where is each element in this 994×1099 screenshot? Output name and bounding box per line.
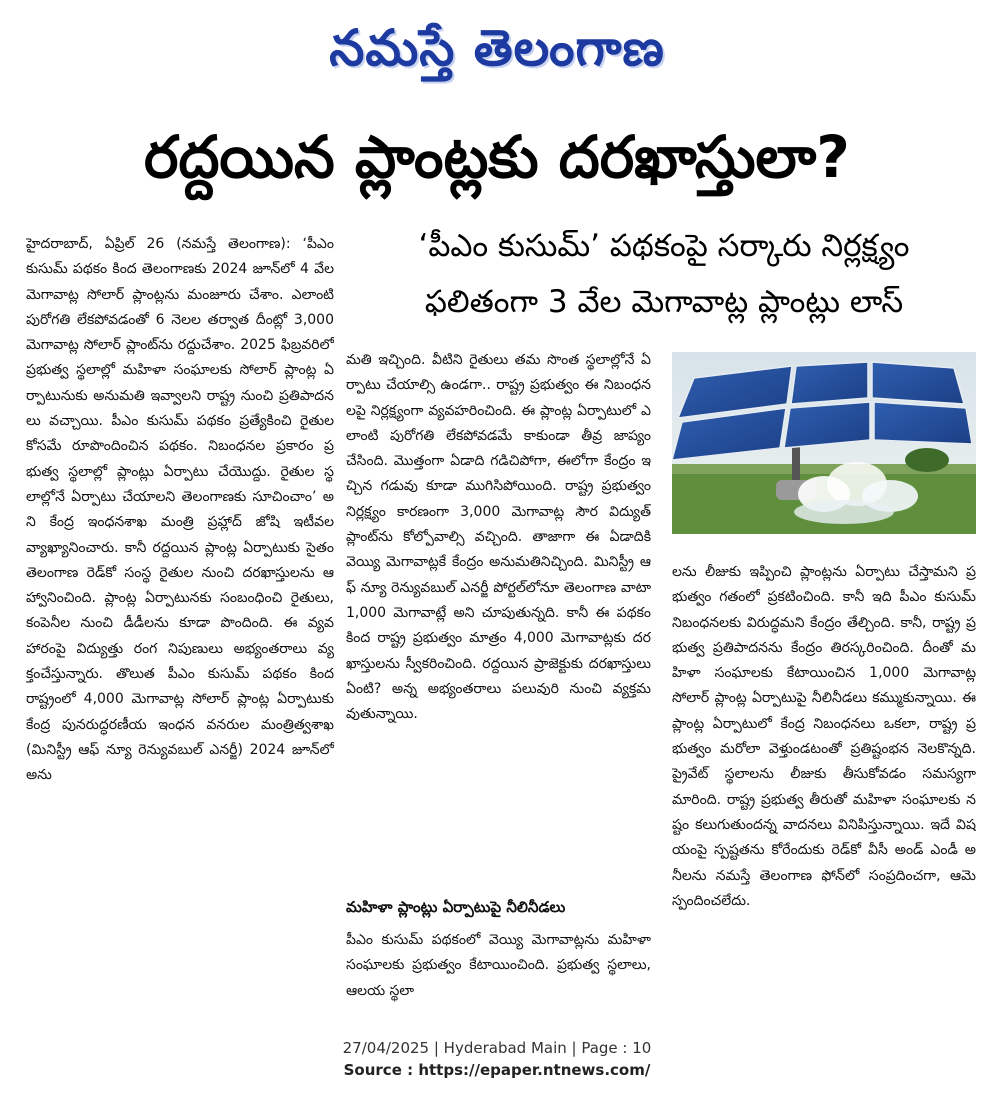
article-column-1: హైదరాబాద్, ఏప్రిల్ 26 (నమస్తే తెలంగాణ): ‘పీఎం కుసుమ్ పథకం కింద తెలంగాణకు 2024 జూన్‌లో 4 వేల మెగావాట్ల సోలార్ ప్లాంట్లను మంజూరు చేశాం. ఎలాంటి పురోగతి లేకపోవడంతో 6 నెలల తర్వాత దీంట్లో 3,000 మెగావాట్ల సోలార్ ప్లాంట్‌ను రద్దుచేశాం. 2025 ఫిబ్రవరిలో ప్రభుత్వ స్థలాల్లో మహిళా సంఘాలకు సోలార్ ప్లాంట్ల ఏర్పాటునుకు అనుమతి ఇవ్వాలని రాష్ట్ర నుంచి ప్రతిపాదనలు వచ్చాయి. పీఎం కుసుమ్ పథకం ప్రత్యేకించి రైతుల కోసమే రూపొందించిన పథకం. నిబంధనల ప్రకారం ప్రభుత్వ స్థలాల్లో ప్లాంట్లు ఏర్పాటు చేయొద్దు. రైతుల స్థలాల్లోనే ఏర్పాటు చేయాలని తెలంగాణకు సూచించాం’ అని కేంద్ర ఇంధనశాఖ మంత్రి ప్రహ్లాద్ జోషి ఇటీవల వ్యాఖ్యానించారు. కానీ రద్దయిన ప్లాంట్ల ఏర్పాటుకు సైతం తెలంగాణ రెడ్‌కో సంస్థ రైతుల నుంచి దరఖాస్తులను ఆహ్వానించింది. ప్లాంట్ల ఏర్పాటునకు సంబంధించి రైతులు, కంపెనీల నుంచి డీడీలను కూడా పొందింది. ఈ వ్యవహారంపై విద్యుత్తు రంగ నిపుణులు అభ్యంతరాలు వ్యక్తంచేస్తున్నారు. తొలుత పీఎం కుసుమ్ పథకం కింద రాష్ట్రంలో 4,000 మెగావాట్ల సోలార్ ప్లాంట్ల ఏర్పాటుకు కేంద్ర పునరుద్ధరణీయ ఇంధన వనరుల మంత్రిత్వశాఖ (మినిస్ట్రీ ఆఫ్ న్యూ రెన్యువబుల్ ఎనర్జీ) 2024 జూన్‌లో అను (26, 236, 334, 784)
article-headline: రద్దయిన ప్లాంట్లకు దరఖాస్తులా? (144, 123, 850, 191)
section-subheading: మహిళా ప్లాంట్లు ఏర్పాటుపై నీలినీడలు (346, 898, 566, 916)
footer-source-link[interactable]: Source : https://epaper.ntnews.com/ (343, 1061, 651, 1079)
footer-date-line: 27/04/2025 | Hyderabad Main | Page : 10 (342, 1039, 652, 1057)
masthead-logo: నమస్తే తెలంగాణ (329, 18, 665, 77)
article-subheadline-line2: ఫలితంగా 3 వేల మెగావాట్ల ప్లాంట్లు లాస్ (424, 284, 904, 320)
article-column-3: లను లీజుకు ఇప్పించి ప్లాంట్లను ఏర్పాటు చేస్తామని ప్రభుత్వం గతంలో ప్రకటించింది. కానీ ఇది పీఎం కుసుమ్ నిబంధనలకు విరుద్ధమని కేంద్రం తేల్చింది. కానీ, రాష్ట్ర ప్రభుత్వ ప్రతిపాదనను కేంద్రం తిరస్కరించింది. దీంతో మహిళా సంఘాలకు కేటాయించిన 1,000 మెగావాట్ల సోలార్ ప్లాంట్ల ఏర్పాటుపై నీలినీడలు కమ్ముకున్నాయి. ఈ ప్లాంట్ల ఏర్పాటులో కేంద్ర నిబంధనలు ఒకలా, రాష్ట్ర ప్రభుత్వం మరోలా వెళ్తుండటంతో ప్రతిష్టంభన నెలకొన్నది. ప్రైవేట్ స్థలాలను లీజుకు తీసుకోవడం సమస్యగా మారింది. రాష్ట్ర ప్రభుత్వ తీరుతో మహిళా సంఘాలకు నష్టం కలుగుతుందన్న వాదనలు వినిపిస్తున్నాయి. ఇదే విషయంపై స్పష్టతను కోరేందుకు రెడ్‌కో వీసీ అండ్ ఎండీ అనీలను నమస్తే తెలంగాణ ఫోన్‌లో సంప్రదించగా, ఆమె స్పందించలేదు. (672, 564, 976, 909)
article-column-2: మతి ఇచ్చింది. వీటిని రైతులు తమ సొంత స్థలాల్లోనే ఏర్పాటు చేయాల్సి ఉండగా.. రాష్ట్ర ప్రభుత్వం ఈ నిబంధనలపై నిర్లక్ష్యంగా వ్యవహరించింది. ఈ ప్లాంట్ల ఏర్పాటులో ఎలాంటి పురోగతి లేకపోవడమే కాకుండా తీవ్ర జాప్యం చేసింది. మొత్తంగా ఏడాది గడిచిపోగా, ఈలోగా కేంద్రం ఇచ్చిన గడువు కూడా ముగిసిపోయింది. రాష్ట్ర ప్రభుత్వం నిర్లక్ష్యం కారణంగా 3,000 మెగావాట్ల సౌర విద్యుత్ ప్లాంట్‌ను కోల్పోవాల్సి వచ్చింది. తాజాగా ఈ ఏడాదికి వెయ్యి మెగావాట్లకే కేంద్రం అనుమతినిచ్చింది. మినిస్ట్రీ ఆఫ్ న్యూ రెన్యువబుల్ ఎనర్జీ పోర్టల్‌లోనూ తెలంగాణ వాటా 1,000 మెగావాట్లే అని చూపుతున్నది. కానీ ఈ పథకం కింద రాష్ట్ర ప్రభుత్వం మాత్రం 4,000 మెగావాట్లకు దరఖాస్తులను స్వీకరించింది. రద్దయిన ప్రాజెక్టుకు దరఖాస్తులు ఏంటి? అన్న అభ్యంతరాలు పలువురి నుంచి వ్యక్తమవుతున్నాయి. (346, 352, 651, 723)
solar-pump-photo (672, 352, 976, 534)
article-subheadline-line1: ‘పీఎం కుసుమ్’ పథకంపై సర్కారు నిర్లక్ష్యం (418, 228, 910, 264)
solar-pump-illustration (672, 352, 976, 534)
article-column-2-continued: పీఎం కుసుమ్ పథకంలో వెయ్యి మెగావాట్లను మహిళా సంఘాలకు ప్రభుత్వం కేటాయించింది. ప్రభుత్వ స్థలాలు, ఆలయ స్థలా (346, 932, 651, 999)
